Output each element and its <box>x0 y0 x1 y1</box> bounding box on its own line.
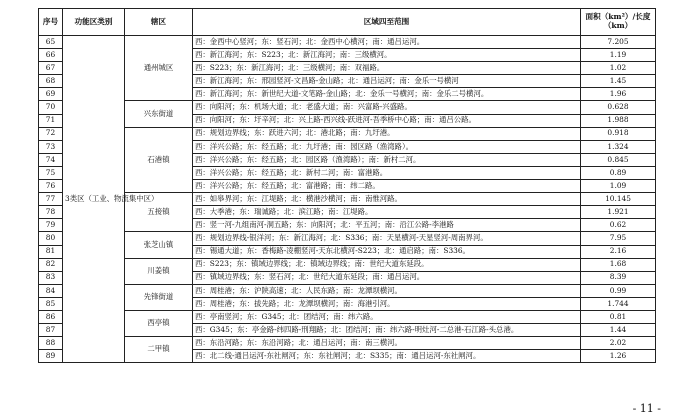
table-row <box>39 284 656 297</box>
cell-district: 西亭镇 <box>125 310 193 336</box>
cell-no: 70 <box>39 101 63 114</box>
cell-no: 66 <box>39 49 63 62</box>
cell-no: 76 <box>39 180 63 193</box>
cell-no: 65 <box>39 36 63 49</box>
cell-area: 0.89 <box>581 166 656 179</box>
cell-district: 张芝山镇 <box>125 232 193 258</box>
cell-no: 67 <box>39 62 63 75</box>
cell-range: 西：G345；东：亭金路-纬四路-刑翔路；北：团结河；南：纬六路-明灶河-二总港-石江路-头总港。 <box>193 324 581 337</box>
cell-no: 73 <box>39 140 63 153</box>
cell-area: 7.205 <box>581 36 656 49</box>
cell-range: 西：向阳河；东：圩辛河；北：兴上路-西兴线-跃进河-吾季桥中心路；南：通吕公路。 <box>193 114 581 127</box>
table-body <box>39 36 656 363</box>
table-row <box>39 337 656 350</box>
cell-area: 1.02 <box>581 62 656 75</box>
page-number: - 11 - <box>632 402 661 415</box>
cell-area: 1.68 <box>581 258 656 271</box>
cell-range: 西：周桂港；东：拔先路；北：龙潭坝横河；南：海港引河。 <box>193 297 581 310</box>
cell-range: 西：S223；东：新江海河；北：三级横河；南：双福路。 <box>193 62 581 75</box>
cell-no: 88 <box>39 337 63 350</box>
cell-no: 80 <box>39 232 63 245</box>
cell-range: 西：亭南竖河；东：G345；北：团结河；南：纬六路。 <box>193 310 581 323</box>
cell-range: 西：S223；东：镇域边界线；北：镇域边界线；南：世纪大道东延段。 <box>193 258 581 271</box>
table-row <box>39 101 656 114</box>
function-zone-table <box>38 8 656 363</box>
cell-area: 0.918 <box>581 127 656 140</box>
cell-area: 1.744 <box>581 297 656 310</box>
cell-no: 79 <box>39 219 63 232</box>
cell-area: 1.921 <box>581 206 656 219</box>
cell-range: 西：洋兴公路；东：经五路；北：新村二河；南：富港路。 <box>193 166 581 179</box>
cell-range: 西：向阳河；东：机场大道；北：老盛大道；南：兴富路-兴盛路。 <box>193 101 581 114</box>
cell-area: 1.09 <box>581 180 656 193</box>
cell-range: 西：新江海河；东：邢园竖河-文昌路-金山路；北：通吕运河；南：金乐一号横河 <box>193 75 581 88</box>
cell-area: 0.845 <box>581 153 656 166</box>
cell-district: 川姜镇 <box>125 258 193 284</box>
cell-area: 2.02 <box>581 337 656 350</box>
table-row <box>39 127 656 140</box>
cell-area: 10.145 <box>581 193 656 206</box>
cell-range: 西：大季港；东：瑞诚路；北：滨江路；南：江堤路。 <box>193 206 581 219</box>
cell-no: 89 <box>39 350 63 363</box>
cell-category: 3类区（工业、物流集中区） <box>63 36 125 363</box>
cell-district: 二甲镇 <box>125 337 193 363</box>
cell-no: 82 <box>39 258 63 271</box>
cell-area: 1.96 <box>581 88 656 101</box>
cell-no: 86 <box>39 310 63 323</box>
header-no: 序号 <box>39 9 63 36</box>
cell-range: 西：镇域边界线；东：竖石河；北：世纪大道东延段；南：通吕运河。 <box>193 271 581 284</box>
table-header-row <box>39 9 656 36</box>
cell-range: 西：锡通大道；东：香梅路-凌棚竖河-天东北横河-S223；北：通启路；南：S336。 <box>193 245 581 258</box>
header-district: 辖区 <box>125 9 193 36</box>
header-category: 功能区类别 <box>63 9 125 36</box>
cell-range: 西：规划边界线-银洋河；东：新江海河；北：S336；南：天星横河-天星竖河-周南界河。 <box>193 232 581 245</box>
cell-range: 西：洋兴公路；东：经五路；北：富港路；南：纬二路。 <box>193 180 581 193</box>
cell-area: 1.44 <box>581 324 656 337</box>
cell-no: 68 <box>39 75 63 88</box>
cell-no: 83 <box>39 271 63 284</box>
cell-range: 西：周桂港；东：沪陕高速；北：人民东路；南：龙潭坝横河。 <box>193 284 581 297</box>
cell-range: 西：金西中心竖河；东：竖石河；北：金西中心横河；南：通吕运河。 <box>193 36 581 49</box>
table-row <box>39 258 656 271</box>
table-row <box>39 232 656 245</box>
cell-no: 69 <box>39 88 63 101</box>
cell-district: 先锋街道 <box>125 284 193 310</box>
cell-area: 1.324 <box>581 140 656 153</box>
cell-no: 75 <box>39 166 63 179</box>
cell-district: 五接镇 <box>125 193 193 232</box>
cell-district: 兴东街道 <box>125 101 193 127</box>
cell-range: 西：新江海河；东：新世纪大道-文笔路-金山路；北：金乐一号横河；南：金乐二号横河。 <box>193 88 581 101</box>
cell-area: 0.99 <box>581 284 656 297</box>
cell-area: 0.81 <box>581 310 656 323</box>
cell-no: 74 <box>39 153 63 166</box>
cell-range: 西：如皋界河；东：江堤路；北：横港沙横河；南：南惟河路。 <box>193 193 581 206</box>
cell-area: 7.95 <box>581 232 656 245</box>
cell-no: 87 <box>39 324 63 337</box>
cell-no: 77 <box>39 193 63 206</box>
cell-no: 84 <box>39 284 63 297</box>
cell-area: 2.16 <box>581 245 656 258</box>
header-area: 面积（km²）/长度（km） <box>581 9 656 36</box>
header-range: 区域四至范围 <box>193 9 581 36</box>
cell-no: 81 <box>39 245 63 258</box>
cell-range: 西：新江海河；东：S223；北：新江海河；南：三级横河。 <box>193 49 581 62</box>
cell-area: 0.62 <box>581 219 656 232</box>
cell-range: 西：北二线-通吕运河-东社闸河；东：东社闸河；北：S335；南：通吕运河-东社闸河。 <box>193 350 581 363</box>
table-row <box>39 310 656 323</box>
cell-no: 72 <box>39 127 63 140</box>
cell-district: 通州城区 <box>125 36 193 101</box>
cell-district: 石港镇 <box>125 127 193 192</box>
cell-area: 1.19 <box>581 49 656 62</box>
cell-area: 1.988 <box>581 114 656 127</box>
cell-no: 85 <box>39 297 63 310</box>
cell-range: 西：竖一河-九组南河-洞五路；东：向阳河；北：平五河；南：沿江公路-李港路 <box>193 219 581 232</box>
cell-range: 西：规划边界线；东：跃进六河；北：港北路；南：九圩港。 <box>193 127 581 140</box>
cell-range: 西：东沿河路；东：东沿河路；北：通吕运河；南：南三横河。 <box>193 337 581 350</box>
cell-area: 1.26 <box>581 350 656 363</box>
cell-range: 西：洋兴公路；东：经五路；北：九圩港；南：园区路（渔湾路）。 <box>193 140 581 153</box>
table-row <box>39 36 656 49</box>
cell-area: 8.39 <box>581 271 656 284</box>
cell-area: 0.628 <box>581 101 656 114</box>
cell-area: 1.45 <box>581 75 656 88</box>
cell-no: 71 <box>39 114 63 127</box>
cell-no: 78 <box>39 206 63 219</box>
cell-range: 西：洋兴公路；东：经五路；北：园区路（渔湾路）；南：新村二河。 <box>193 153 581 166</box>
